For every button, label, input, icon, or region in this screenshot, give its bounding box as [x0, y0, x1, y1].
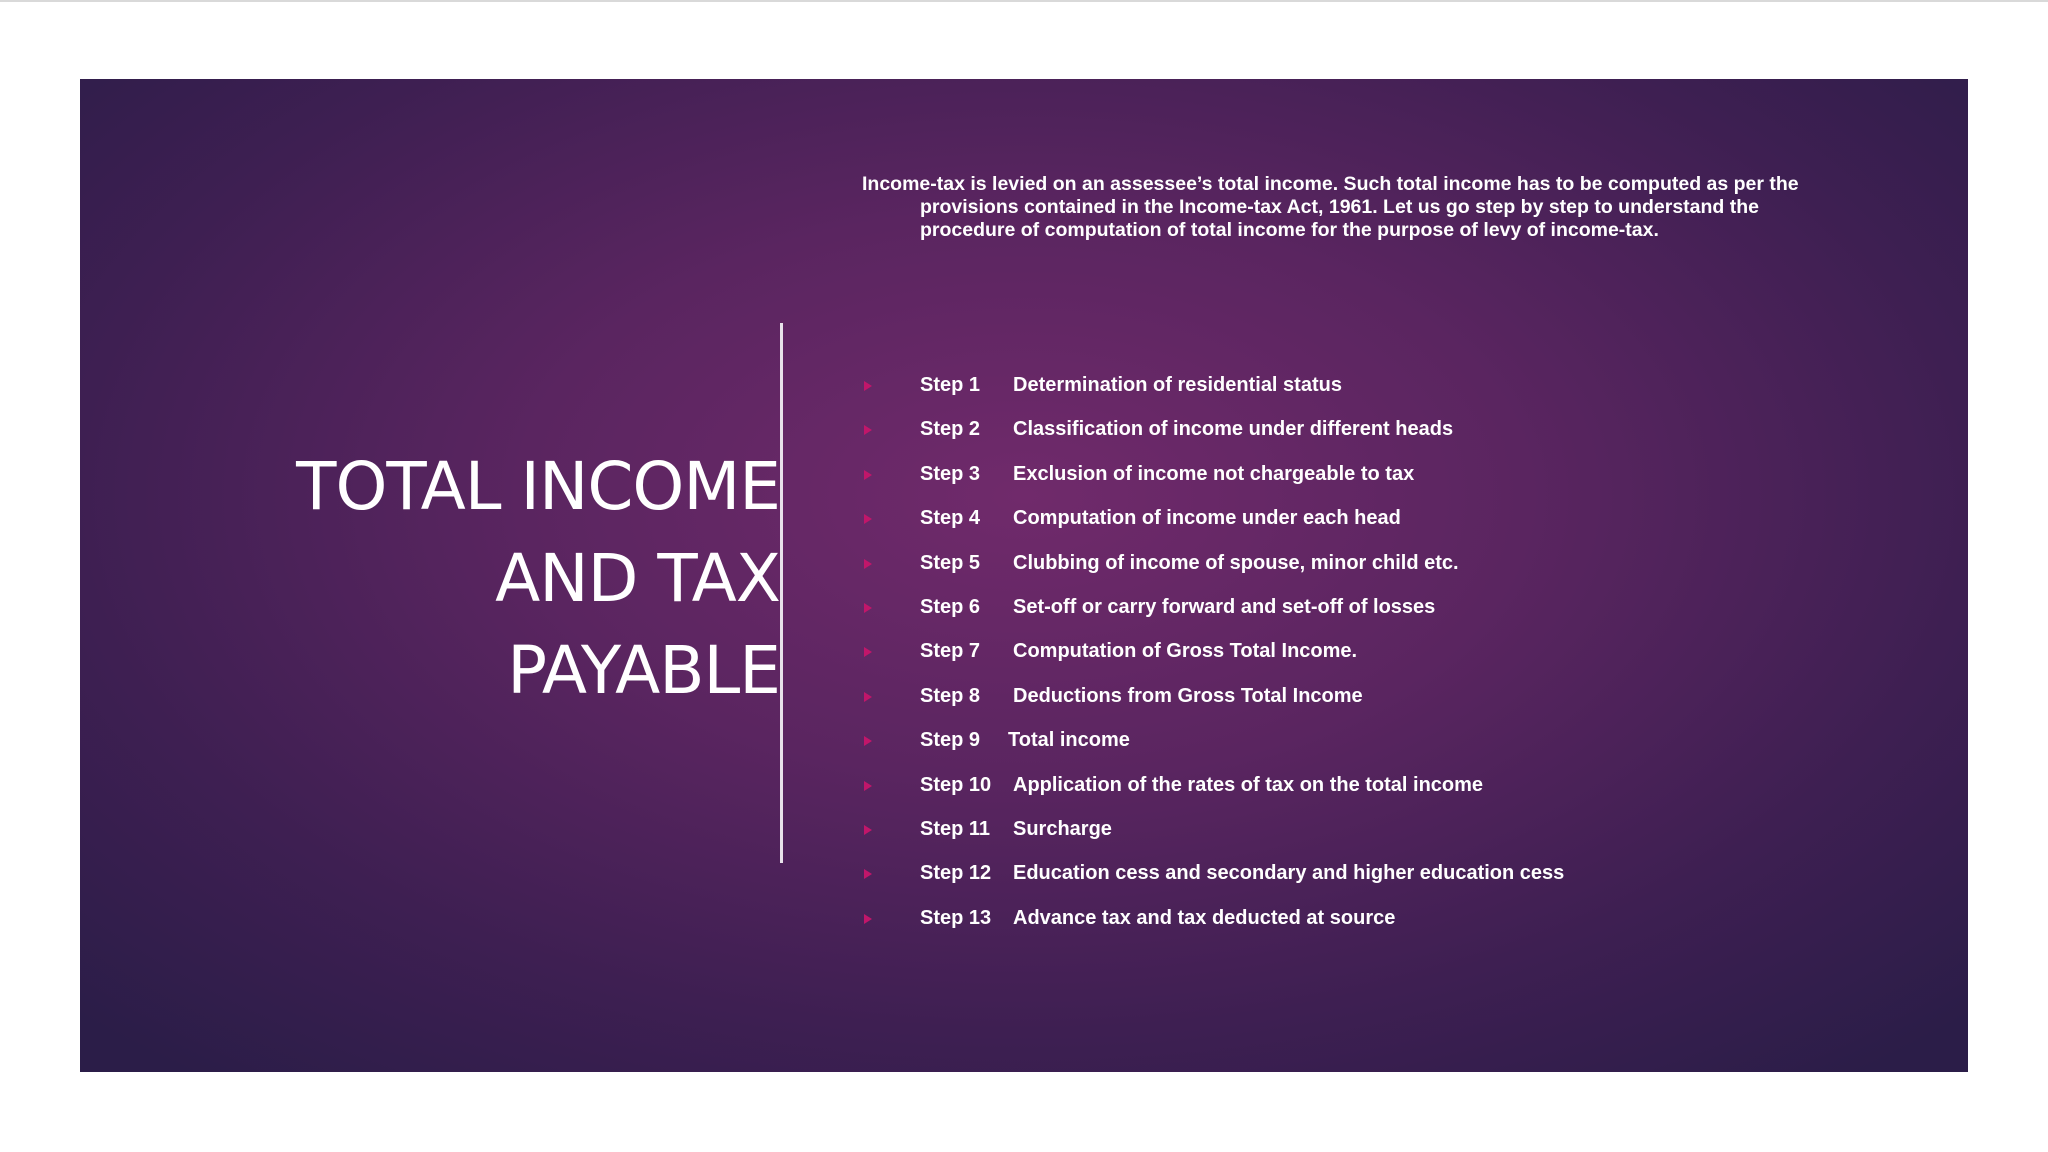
- triangle-bullet-icon: [864, 869, 872, 879]
- triangle-bullet-icon: [864, 825, 872, 835]
- step-text: Classification of income under different heads: [1013, 418, 1454, 441]
- triangle-bullet-icon: [864, 559, 872, 569]
- triangle-bullet-icon: [864, 381, 872, 391]
- step-number: Step 12: [920, 862, 992, 885]
- step-number: Step 7: [920, 640, 981, 663]
- step-number: Step 4: [920, 507, 981, 530]
- step-number: Step 6: [920, 595, 981, 618]
- vertical-divider: [780, 323, 783, 863]
- triangle-bullet-icon: [864, 603, 872, 613]
- intro-paragraph: Income-tax is levied on an assessee’s total income. Such total income has to be computed as per the provisions contained in the Income-tax Act, 1961. Let us go step by step to understand the procedure of computation of total income for the purpose of levy of income-tax.: [862, 173, 1799, 241]
- step-text: Education cess and secondary and higher education cess: [1013, 862, 1565, 885]
- step-number: Step 3: [920, 462, 981, 485]
- window-top-border: [0, 0, 2048, 2]
- step-text: Exclusion of income not chargeable to tax: [1013, 462, 1415, 485]
- step-text: Surcharge: [1013, 817, 1112, 840]
- slide-title: [220, 441, 780, 717]
- step-number: Step 13: [920, 906, 992, 929]
- triangle-bullet-icon: [864, 781, 872, 791]
- title-line: PAYABLE: [507, 632, 780, 709]
- step-text: Application of the rates of tax on the total income: [1013, 773, 1484, 796]
- triangle-bullet-icon: [864, 514, 872, 524]
- step-text: Total income: [1008, 729, 1130, 752]
- step-number: Step 2: [920, 418, 981, 441]
- step-number: Step 9: [920, 729, 981, 752]
- step-number: Step 8: [920, 684, 981, 707]
- step-number: Step 5: [920, 551, 981, 574]
- step-number: Step 1: [920, 374, 981, 396]
- triangle-bullet-icon: [864, 736, 872, 746]
- step-text: Clubbing of income of spouse, minor child etc.: [1013, 551, 1459, 574]
- step-text: Determination of residential status: [1013, 374, 1342, 396]
- step-text: Deductions from Gross Total Income: [1013, 684, 1363, 707]
- step-text: Computation of Gross Total Income.: [1013, 640, 1358, 663]
- title-line: AND TAX: [495, 540, 780, 617]
- triangle-bullet-icon: [864, 425, 872, 435]
- triangle-bullet-icon: [864, 692, 872, 702]
- title-line: TOTAL INCOME: [296, 448, 780, 525]
- triangle-bullet-icon: [864, 914, 872, 924]
- step-number: Step 11: [920, 817, 991, 840]
- step-number: Step 10: [920, 773, 992, 796]
- slide: [80, 79, 1968, 1072]
- step-text: Advance tax and tax deducted at source: [1013, 906, 1396, 929]
- triangle-bullet-icon: [864, 647, 872, 657]
- step-text: Computation of income under each head: [1013, 507, 1401, 530]
- triangle-bullet-icon: [864, 470, 872, 480]
- step-text: Set-off or carry forward and set-off of losses: [1013, 595, 1436, 618]
